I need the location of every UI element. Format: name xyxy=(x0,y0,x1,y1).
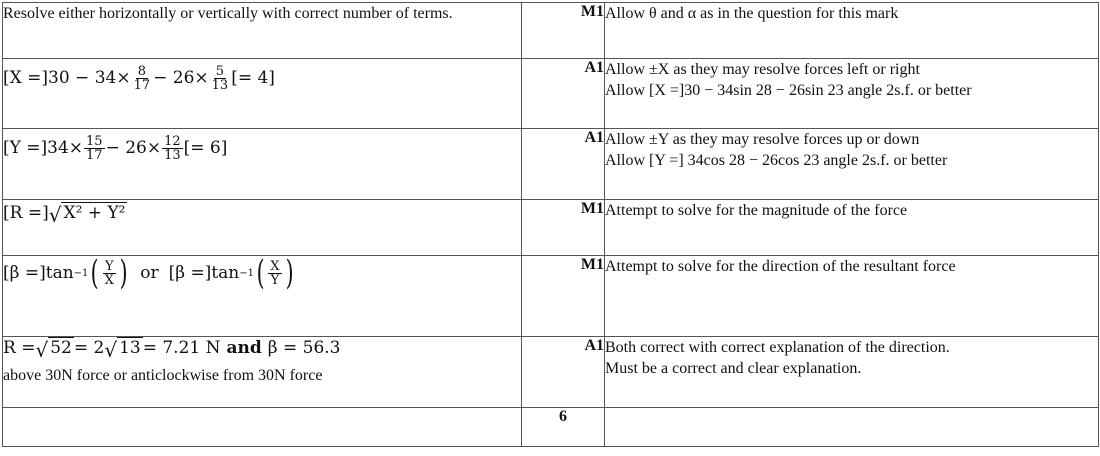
table-row xyxy=(3,200,1099,256)
note-line: Attempt to solve for the magnitude of the force xyxy=(605,202,908,219)
radical-sign: √ xyxy=(104,338,118,362)
numerator: 15 xyxy=(86,134,103,149)
mark-cell: A1 xyxy=(522,337,605,408)
denominator: 17 xyxy=(133,78,151,93)
note-line: Allow ±X as they may resolve forces left or right xyxy=(605,61,920,78)
expr-text: [= 4] xyxy=(231,68,275,88)
notes-cell xyxy=(605,3,1099,59)
answer-cell xyxy=(3,59,522,129)
expr-text: [R =] xyxy=(3,202,49,223)
mark-cell: A1 xyxy=(522,129,605,200)
numerator: 8 xyxy=(137,64,146,79)
or-text: or xyxy=(140,262,159,283)
answer-cell xyxy=(3,200,522,256)
radicand: 52 xyxy=(50,338,72,358)
y-component-expression xyxy=(3,129,521,162)
denominator: 13 xyxy=(164,148,181,163)
mark-cell: M1 xyxy=(522,200,605,256)
notes-cell xyxy=(605,129,1099,200)
radical-sign: √ xyxy=(48,203,62,227)
fraction xyxy=(103,260,116,287)
notes-cell xyxy=(605,256,1099,337)
note-line: Allow [X =]30 − 34sin 28 − 26sin 23 angle 2s.f. or better xyxy=(605,82,972,99)
square-root xyxy=(104,337,142,362)
answer-cell xyxy=(3,408,522,447)
expr-text: = 7.21 N xyxy=(142,337,221,358)
table-row xyxy=(3,256,1099,337)
expr-text: R = xyxy=(3,337,36,358)
expr-text: β = 56.3 xyxy=(267,337,341,358)
fraction xyxy=(132,65,153,92)
superscript: −1 xyxy=(239,267,254,279)
denominator: X xyxy=(104,272,114,288)
square-root xyxy=(35,337,73,362)
note-line: Allow [Y =] 34cos 28 − 26cos 23 angle 2s.f. or better xyxy=(605,152,948,169)
radicand: 13 xyxy=(119,338,141,358)
notes-cell xyxy=(605,59,1099,129)
table-row xyxy=(3,129,1099,200)
mark-cell: M1 xyxy=(522,3,605,59)
numerator: Y xyxy=(105,258,114,274)
notes-cell xyxy=(605,337,1099,408)
expr-text: [β =]tan xyxy=(168,262,240,283)
answer-cell xyxy=(3,253,522,337)
direction-expression xyxy=(3,253,521,293)
note-line: Attempt to solve for the direction of the resultant force xyxy=(605,258,956,275)
fraction xyxy=(162,135,183,162)
total-marks-cell: 6 xyxy=(522,408,605,447)
denominator: 17 xyxy=(86,148,103,163)
superscript: −1 xyxy=(73,267,89,279)
mark-scheme-table xyxy=(2,2,1099,447)
expr-text: = 2 xyxy=(73,337,105,358)
numerator: 12 xyxy=(164,134,181,149)
note-line: Must be a correct and clear explanation. xyxy=(605,360,862,377)
answer-cell xyxy=(3,337,522,408)
expr-text: [= 6] xyxy=(183,138,228,158)
table-row xyxy=(3,3,1099,59)
x-component-expression xyxy=(3,59,521,92)
fraction xyxy=(210,65,231,92)
numerator: X xyxy=(270,258,280,274)
table-row xyxy=(3,337,1099,408)
fraction xyxy=(84,135,105,162)
numerator: 5 xyxy=(215,64,225,79)
table-row xyxy=(3,59,1099,129)
square-root xyxy=(48,202,128,227)
table-row xyxy=(3,408,1099,447)
expr-text: − 26× xyxy=(153,68,209,88)
and-text: and xyxy=(226,337,262,358)
mark-cell: A1 xyxy=(522,59,605,129)
answer-cell: Resolve either horizontally or vertically with correct number of terms. xyxy=(3,3,522,59)
paren-right: ) xyxy=(285,253,294,293)
denominator: Y xyxy=(270,272,280,288)
final-answer-expression xyxy=(3,337,521,362)
answer-cell xyxy=(3,129,522,200)
note-line: Allow θ and α as in the question for this mark xyxy=(605,5,899,22)
paren-left: ( xyxy=(91,253,100,293)
notes-cell xyxy=(605,200,1099,256)
expr-text: [β =]tan xyxy=(3,262,74,283)
paren-left: ( xyxy=(256,253,265,293)
denominator: 13 xyxy=(211,78,229,93)
answer-line: above 30N force or anticlockwise from 30N force xyxy=(3,367,323,384)
magnitude-expression xyxy=(3,200,521,227)
expr-text: − 26× xyxy=(105,138,162,158)
notes-cell xyxy=(605,408,1099,447)
expr-text: [X =]30 − 34× xyxy=(3,68,131,88)
mark-cell: M1 xyxy=(522,256,605,337)
radical-sign: √ xyxy=(35,338,49,362)
note-line: Allow ±Y as they may resolve forces up or down xyxy=(605,131,920,148)
note-line: Both correct with correct explanation of the direction. xyxy=(605,339,950,356)
radicand: X² + Y² xyxy=(63,203,126,223)
paren-right: ) xyxy=(119,253,128,293)
fraction xyxy=(268,260,281,287)
expr-text: [Y =]34× xyxy=(3,138,84,158)
